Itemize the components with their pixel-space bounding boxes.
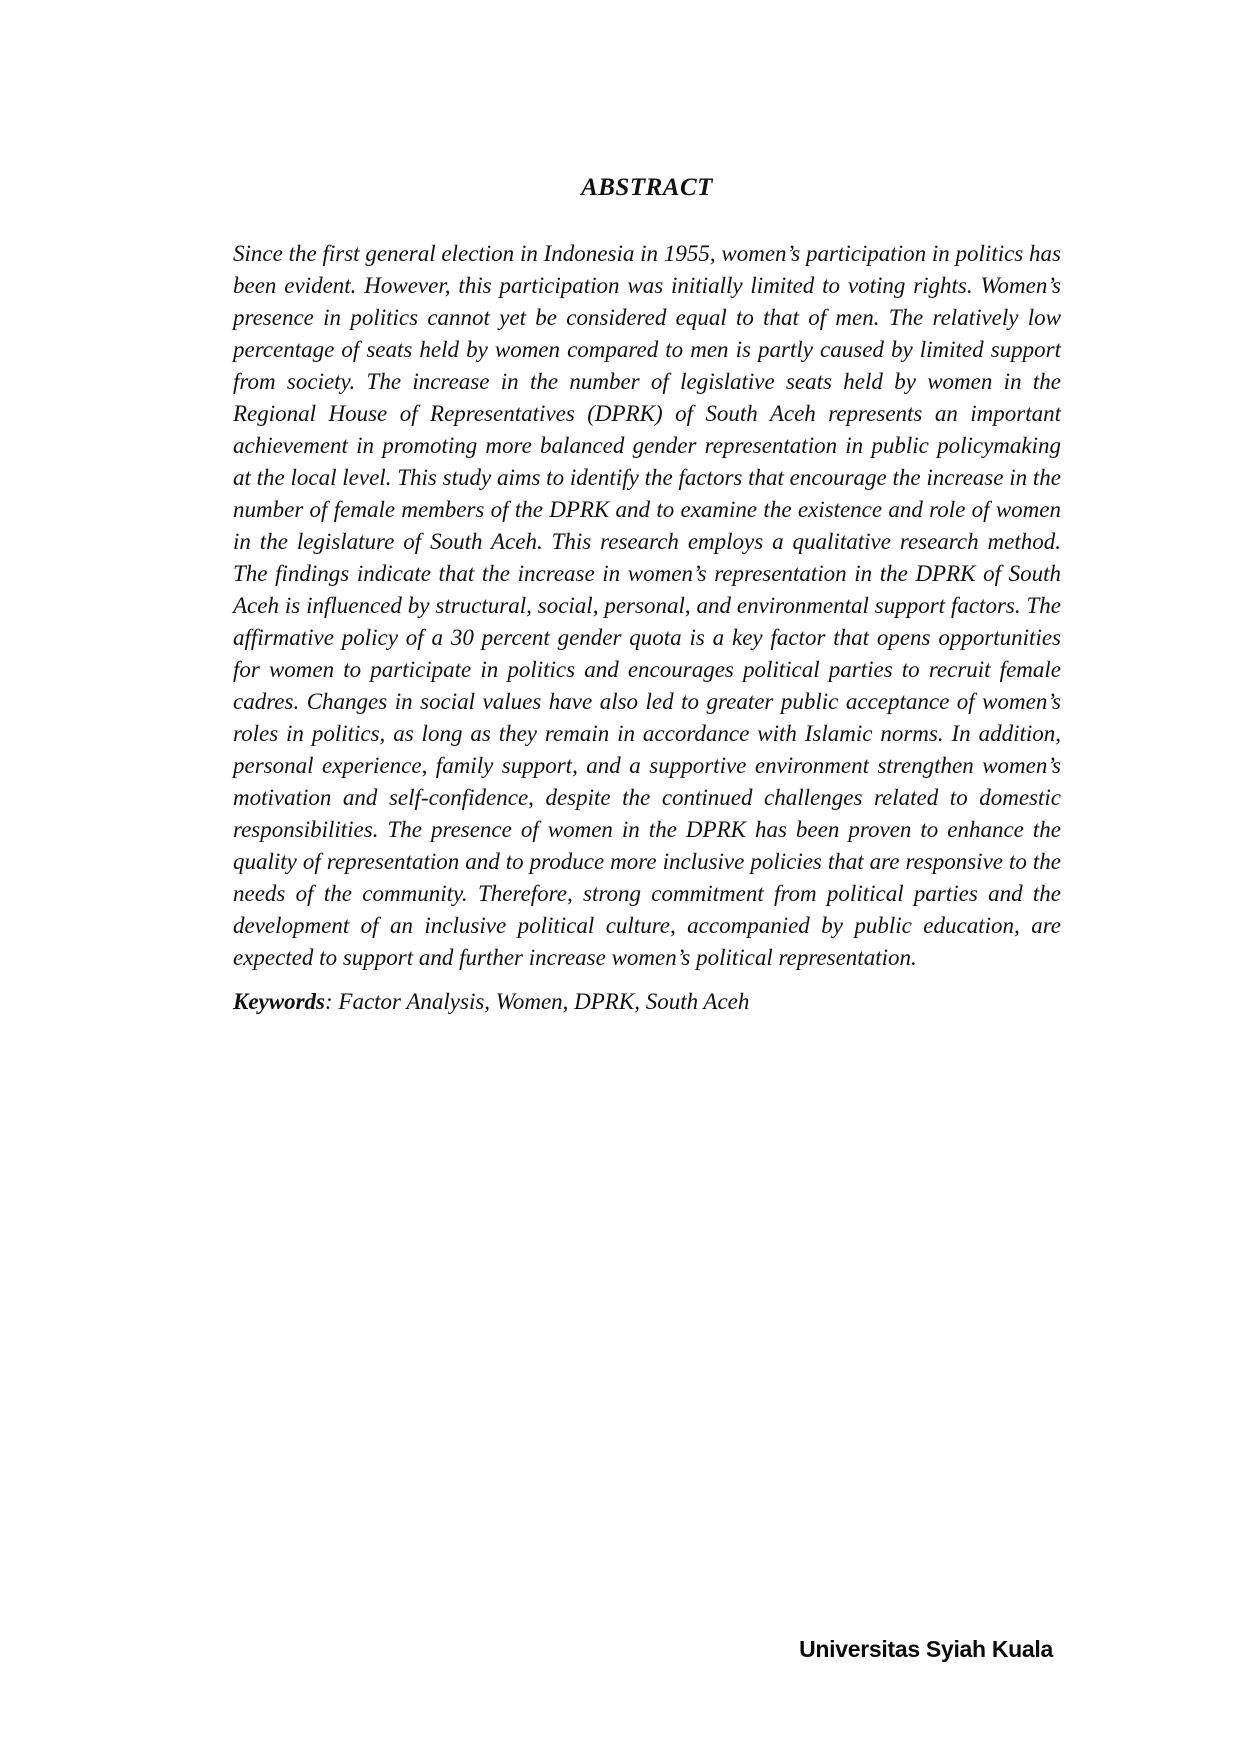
keywords-label: Keywords (233, 989, 325, 1014)
abstract-paragraph: Since the first general election in Indonesia in 1955, women’s participation in politics has been evident. However, this participation was initially limited to voting rights. Women’s presence in politics cannot yet be considered equal to that of men. The relatively low percentage of seats held by women compared to men is partly caused by limited support from society. The increase in the number of legislative seats held by women in the Regional House of Representatives (DPRK) of South Aceh represents an important achievement in promoting more balanced gender representation in public policymaking at the local level. This study aims to identify the factors that encourage the increase in the number of female members of the DPRK and to examine the existence and role of women in the legislature of South Aceh. This research employs a qualitative research method. The findings indicate that the increase in women’s representation in the DPRK of South Aceh is influenced by structural, social, personal, and environmental support factors. The affirmative policy of a 30 percent gender quota is a key factor that opens opportunities for women to participate in politics and encourages political parties to recruit female cadres. Changes in social values have also led to greater public acceptance of women’s roles in politics, as long as they remain in accordance with Islamic norms. In addition, personal experience, family support, and a supportive environment strengthen women’s motivation and self-confidence, despite the continued challenges related to domestic responsibilities. The presence of women in the DPRK has been proven to enhance the quality of representation and to produce more inclusive policies that are responsive to the needs of the community. Therefore, strong commitment from political parties and the development of an inclusive political culture, accompanied by public education, are expected to support and further increase women’s political representation. (233, 241, 1061, 970)
university-footer: Universitas Syiah Kuala (799, 1636, 1053, 1662)
keywords-value: : Factor Analysis, Women, DPRK, South Aceh (325, 989, 750, 1014)
page-title: ABSTRACT (581, 174, 713, 201)
keywords-line (233, 986, 1061, 1018)
